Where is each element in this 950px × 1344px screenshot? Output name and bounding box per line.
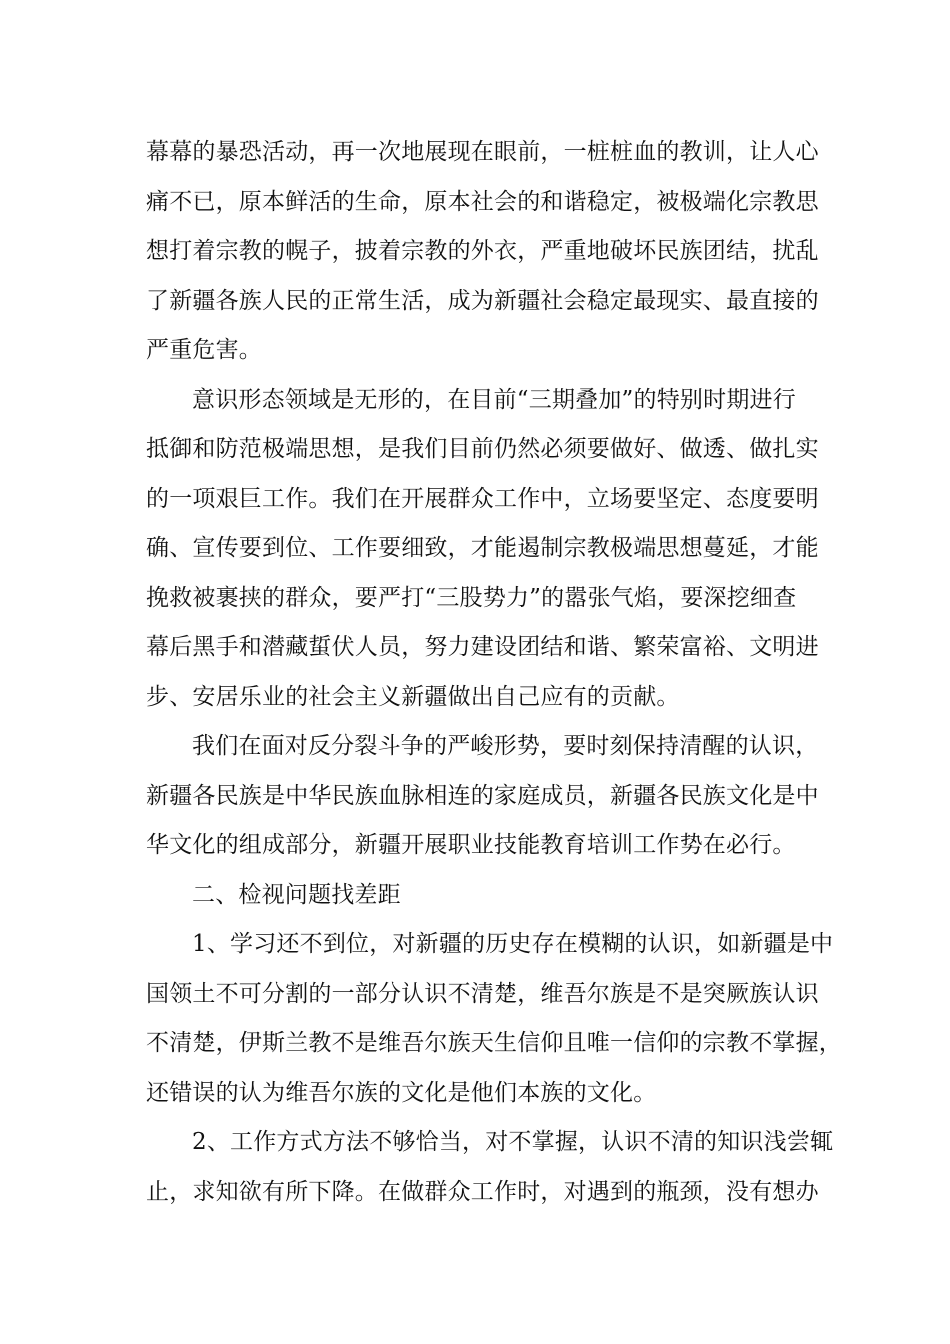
text-line: 严重危害。 (146, 337, 262, 363)
text-line: 确、宣传要到位、工作要细致，才能遏制宗教极端思想蔓延，才能 (146, 535, 819, 561)
text-line: 步、安居乐业的社会主义新疆做出自己应有的贡献。 (146, 683, 680, 710)
text-line: 的一项艰巨工作。我们在开展群众工作中，立场要坚定、态度要明 (146, 485, 819, 512)
text-line: 幕幕的暴恐活动，再一次地展现在眼前，一桩桩血的教训，让人心 (146, 139, 819, 165)
document-body (146, 128, 842, 1217)
paragraph-start-line: 2、工作方式方法不够恰当，对不掌握，认识不清的知识浅尝辄 (192, 1129, 834, 1155)
text-line: 新疆各民族是中华民族血脉相连的家庭成员，新疆各民族文化是中 (146, 782, 819, 809)
text-line: 华文化的组成部分，新疆开展职业技能教育培训工作势在必行。 (146, 832, 796, 858)
text-line: 痛不已，原本鲜活的生命，原本社会的和谐稳定，被极端化宗教思 (146, 188, 819, 215)
paragraph-start-line: 1、学习还不到位，对新疆的历史存在模糊的认识，如新疆是中 (192, 931, 834, 957)
text-line: 不清楚，伊斯兰教不是维吾尔族天生信仰且唯一信仰的宗教不掌握， (146, 1030, 842, 1056)
text-line: 挽救被裹挟的群众，要严打“三股势力”的嚣张气焰，要深挖细查 (146, 584, 797, 611)
text-line: 幕后黑手和潜藏蜇伏人员，努力建设团结和谐、繁荣富裕、文明进 (146, 634, 819, 660)
text-line: 抵御和防范极端思想，是我们目前仍然必须要做好、做透、做扎实 (146, 436, 819, 462)
text-line: 止，求知欲有所下降。在做群众工作时，对遇到的瓶颈，没有想办 (146, 1178, 819, 1205)
paragraph-start-line: 我们在面对反分裂斗争的严峻形势，要时刻保持清醒的认识， (192, 733, 819, 759)
text-line: 想打着宗教的幌子，披着宗教的外衣，严重地破坏民族团结，扰乱 (146, 238, 819, 264)
text-line: 了新疆各族人民的正常生活，成为新疆社会稳定最现实、最直接的 (146, 287, 819, 314)
paragraph-start-line: 意识形态领域是无形的，在目前“三期叠加”的特别时期进行 (192, 386, 796, 413)
text-line: 国领土不可分割的一部分认识不清楚，维吾尔族是不是突厥族认识 (146, 980, 819, 1007)
section-heading: 二、检视问题找差距 (192, 881, 401, 908)
text-line: 还错误的认为维吾尔族的文化是他们本族的文化。 (146, 1079, 657, 1106)
